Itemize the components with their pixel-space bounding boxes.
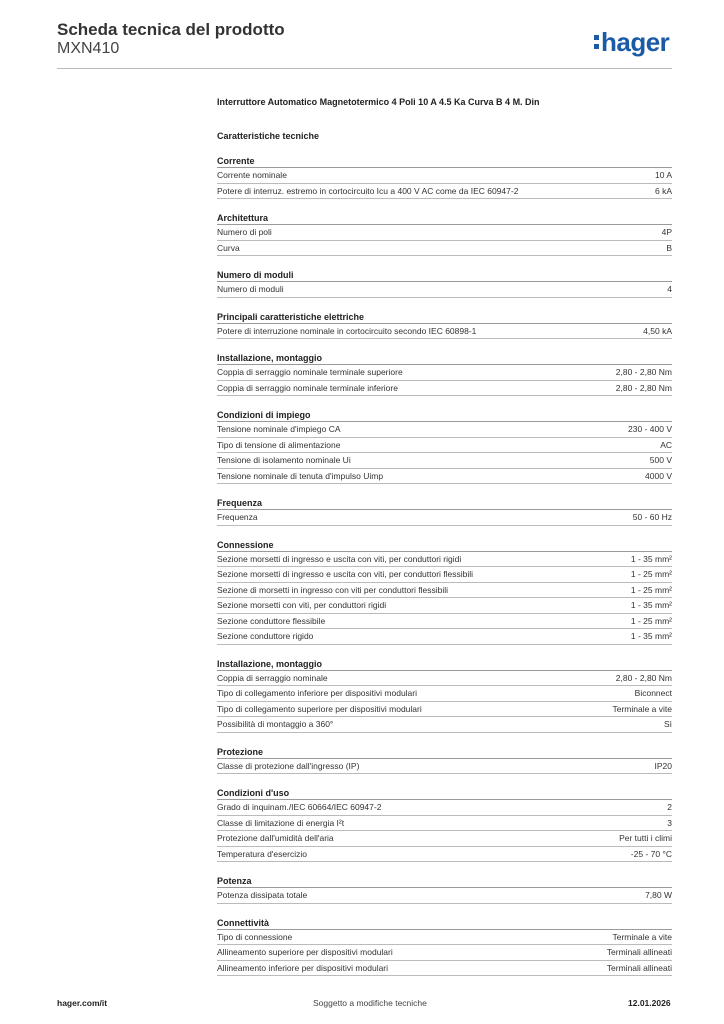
spec-value: Biconnect bbox=[634, 688, 672, 699]
spec-row bbox=[217, 847, 672, 863]
spec-section bbox=[217, 917, 672, 977]
spec-label: Grado di inquinam./IEC 60664/IEC 60947-2 bbox=[217, 802, 382, 813]
datasheet-content bbox=[217, 96, 672, 976]
page-title: Scheda tecnica del prodotto bbox=[57, 20, 285, 39]
spec-label: Sezione morsetti di ingresso e uscita con viti, per conduttori rigidi bbox=[217, 553, 462, 564]
spec-value: 2,80 - 2,80 Nm bbox=[615, 382, 672, 393]
spec-value: 1 - 25 mm² bbox=[630, 584, 672, 595]
spec-row bbox=[217, 225, 672, 241]
spec-row bbox=[217, 324, 672, 340]
hager-logo bbox=[594, 28, 669, 56]
footer-notice: Soggetto a modifiche tecniche bbox=[313, 998, 427, 1008]
spec-value: 4000 V bbox=[645, 470, 672, 481]
spec-row bbox=[217, 945, 672, 961]
spec-row bbox=[217, 282, 672, 298]
spec-label: Coppia di serraggio nominale terminale superiore bbox=[217, 367, 403, 378]
spec-value: 4,50 kA bbox=[643, 325, 672, 336]
spec-label: Potere di interruz. estremo in cortocircuito Icu a 400 V AC come da IEC 60947-2 bbox=[217, 185, 519, 196]
spec-value: 4P bbox=[661, 227, 672, 238]
spec-row bbox=[217, 629, 672, 645]
tech-specs-title: Caratteristiche tecniche bbox=[217, 131, 320, 141]
product-code: MXN410 bbox=[57, 40, 120, 57]
spec-value: Terminale a vite bbox=[612, 931, 672, 942]
section-title: Installazione, montaggio bbox=[217, 658, 672, 671]
section-title: Installazione, montaggio bbox=[217, 352, 672, 365]
spec-label: Classe di protezione dall'ingresso (IP) bbox=[217, 760, 360, 771]
spec-value: Terminali allineati bbox=[606, 962, 672, 973]
spec-value: 1 - 35 mm² bbox=[630, 553, 672, 564]
spec-section bbox=[217, 155, 672, 199]
spec-label: Tipo di collegamento superiore per dispositivi modulari bbox=[217, 703, 422, 714]
spec-row bbox=[217, 961, 672, 977]
spec-row bbox=[217, 816, 672, 832]
spec-row bbox=[217, 800, 672, 816]
section-title: Principali caratteristiche elettriche bbox=[217, 311, 672, 324]
spec-label: Allineamento inferiore per dispositivi modulari bbox=[217, 962, 389, 973]
spec-value: -25 - 70 °C bbox=[630, 848, 672, 859]
spec-value: 50 - 60 Hz bbox=[632, 512, 672, 523]
spec-label: Tensione nominale d'impiego CA bbox=[217, 424, 341, 435]
spec-value: AC bbox=[660, 439, 672, 450]
spec-sections bbox=[217, 155, 672, 976]
product-name: Interruttore Automatico Magnetotermico 4 Poli 10 A 4.5 Ka Curva B 4 M. Din bbox=[217, 97, 540, 107]
spec-label: Potere di interruzione nominale in cortocircuito secondo IEC 60898-1 bbox=[217, 325, 477, 336]
spec-value: Per tutti i climi bbox=[619, 833, 672, 844]
section-title: Corrente bbox=[217, 155, 672, 168]
spec-section bbox=[217, 746, 672, 775]
spec-label: Curva bbox=[217, 242, 240, 253]
spec-row bbox=[217, 717, 672, 733]
spec-label: Numero di moduli bbox=[217, 284, 284, 295]
spec-value: 3 bbox=[667, 817, 672, 828]
footer-date: 12.01.2026 bbox=[628, 998, 671, 1008]
spec-row bbox=[217, 930, 672, 946]
spec-row bbox=[217, 453, 672, 469]
logo-colon-icon bbox=[594, 35, 599, 49]
spec-section bbox=[217, 212, 672, 256]
spec-value: 500 V bbox=[649, 455, 672, 466]
spec-row bbox=[217, 365, 672, 381]
spec-row bbox=[217, 381, 672, 397]
spec-section bbox=[217, 409, 672, 484]
spec-section bbox=[217, 497, 672, 526]
spec-label: Tipo di connessione bbox=[217, 931, 293, 942]
spec-value: 2,80 - 2,80 Nm bbox=[615, 672, 672, 683]
spec-section bbox=[217, 352, 672, 396]
footer-website[interactable]: hager.com/it bbox=[57, 998, 108, 1008]
spec-label: Tipo di collegamento inferiore per dispositivi modulari bbox=[217, 688, 418, 699]
section-title: Connettività bbox=[217, 917, 672, 930]
spec-row bbox=[217, 686, 672, 702]
header-divider bbox=[57, 68, 672, 69]
spec-label: Sezione conduttore rigido bbox=[217, 631, 314, 642]
spec-row bbox=[217, 184, 672, 200]
spec-value: 7,80 W bbox=[645, 890, 672, 901]
spec-row bbox=[217, 567, 672, 583]
section-title: Protezione bbox=[217, 746, 672, 759]
section-title: Frequenza bbox=[217, 497, 672, 510]
spec-label: Sezione morsetti di ingresso e uscita con viti, per conduttori flessibili bbox=[217, 569, 474, 580]
spec-value: 1 - 25 mm² bbox=[630, 615, 672, 626]
section-title: Condizioni d'uso bbox=[217, 787, 672, 800]
spec-section bbox=[217, 269, 672, 298]
spec-row bbox=[217, 759, 672, 775]
spec-label: Possibilità di montaggio a 360° bbox=[217, 719, 334, 730]
spec-label: Temperatura d'esercizio bbox=[217, 848, 307, 859]
spec-value: 1 - 25 mm² bbox=[630, 569, 672, 580]
spec-row bbox=[217, 469, 672, 485]
spec-value: 2,80 - 2,80 Nm bbox=[615, 367, 672, 378]
spec-row bbox=[217, 422, 672, 438]
spec-row bbox=[217, 888, 672, 904]
spec-value: 1 - 35 mm² bbox=[630, 631, 672, 642]
spec-label: Sezione conduttore flessibile bbox=[217, 615, 326, 626]
spec-row bbox=[217, 583, 672, 599]
spec-section bbox=[217, 787, 672, 862]
spec-label: Frequenza bbox=[217, 512, 258, 523]
spec-value: 6 kA bbox=[654, 185, 672, 196]
spec-section bbox=[217, 875, 672, 904]
spec-value: Sì bbox=[663, 719, 672, 730]
spec-row bbox=[217, 671, 672, 687]
spec-label: Coppia di serraggio nominale terminale inferiore bbox=[217, 382, 398, 393]
spec-label: Protezione dall'umidità dell'aria bbox=[217, 833, 334, 844]
logo-text: hager bbox=[601, 27, 670, 57]
spec-label: Tensione di isolamento nominale Ui bbox=[217, 455, 351, 466]
spec-value: Terminale a vite bbox=[612, 703, 672, 714]
spec-label: Numero di poli bbox=[217, 227, 272, 238]
spec-value: IP20 bbox=[654, 760, 672, 771]
spec-value: 4 bbox=[667, 284, 672, 295]
spec-value: 1 - 35 mm² bbox=[630, 600, 672, 611]
spec-row bbox=[217, 614, 672, 630]
spec-row bbox=[217, 598, 672, 614]
spec-label: Tipo di tensione di alimentazione bbox=[217, 439, 341, 450]
spec-value: Terminali allineati bbox=[606, 947, 672, 958]
spec-value: B bbox=[666, 242, 672, 253]
spec-label: Potenza dissipata totale bbox=[217, 890, 308, 901]
spec-row bbox=[217, 510, 672, 526]
spec-section bbox=[217, 539, 672, 645]
spec-row bbox=[217, 831, 672, 847]
spec-row bbox=[217, 168, 672, 184]
spec-label: Sezione morsetti con viti, per conduttori rigidi bbox=[217, 600, 387, 611]
section-title: Numero di moduli bbox=[217, 269, 672, 282]
spec-value: 230 - 400 V bbox=[628, 424, 672, 435]
spec-label: Classe di limitazione di energia I²t bbox=[217, 817, 345, 828]
spec-row bbox=[217, 438, 672, 454]
spec-row bbox=[217, 241, 672, 257]
spec-label: Coppia di serraggio nominale bbox=[217, 672, 328, 683]
spec-row bbox=[217, 552, 672, 568]
section-title: Connessione bbox=[217, 539, 672, 552]
section-title: Condizioni di impiego bbox=[217, 409, 672, 422]
spec-value: 2 bbox=[667, 802, 672, 813]
spec-value: 10 A bbox=[654, 170, 672, 181]
spec-label: Corrente nominale bbox=[217, 170, 287, 181]
spec-label: Tensione nominale di tenuta d'impulso Uimp bbox=[217, 470, 384, 481]
spec-section bbox=[217, 311, 672, 340]
spec-row bbox=[217, 702, 672, 718]
section-title: Potenza bbox=[217, 875, 672, 888]
spec-label: Sezione di morsetti in ingresso con viti per conduttori flessibili bbox=[217, 584, 449, 595]
spec-label: Allineamento superiore per dispositivi modulari bbox=[217, 947, 393, 958]
section-title: Architettura bbox=[217, 212, 672, 225]
spec-section bbox=[217, 658, 672, 733]
